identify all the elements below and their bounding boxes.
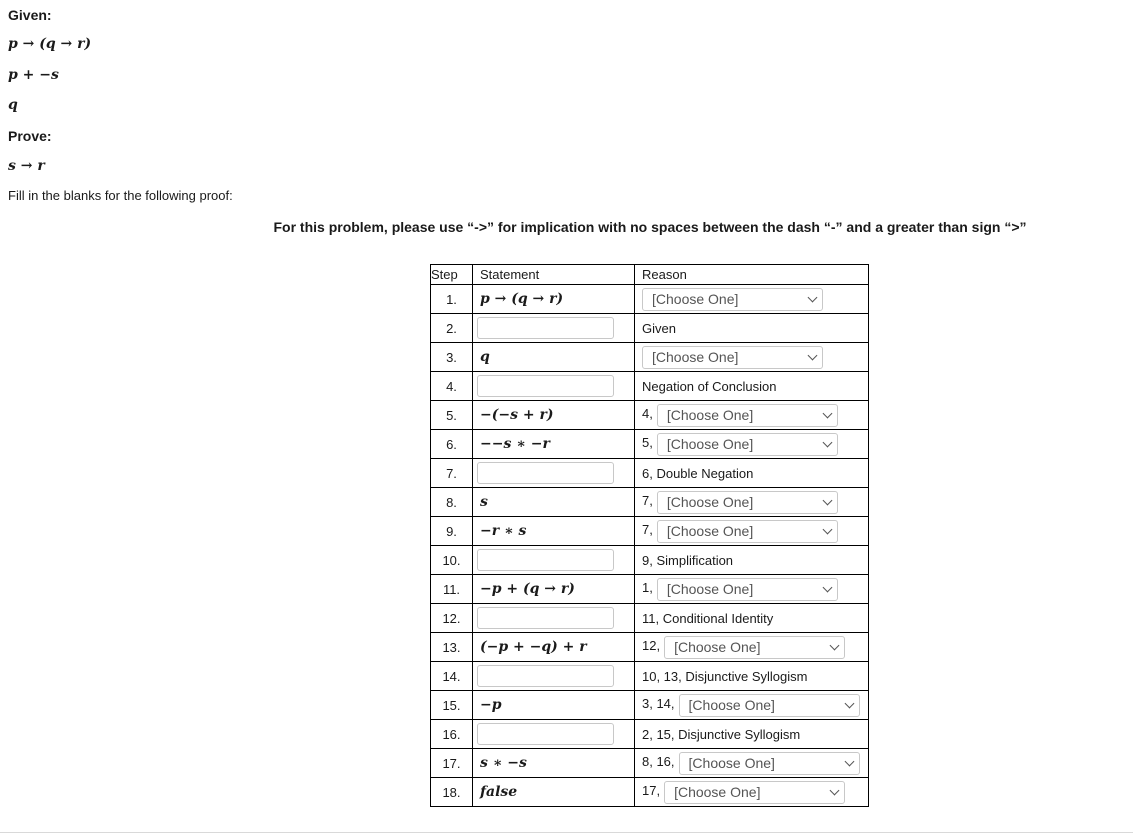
table-row [431,517,869,546]
statement-text: false [480,784,518,800]
table-row [431,430,869,459]
statement-text: s [480,494,488,510]
statement-text: (−p + −q) + r [480,639,587,655]
reason-prefix: 1, [642,580,653,596]
given-premise-3: q [8,97,18,113]
step-number: 11. [431,575,473,604]
chevron-down-icon [808,292,818,302]
reason-text: 2, 15, Disjunctive Syllogism [635,720,869,749]
step-number: 3. [431,343,473,372]
statement-text: q [480,349,490,365]
table-row [431,691,869,720]
table-row [431,343,869,372]
reason-select[interactable] [657,520,838,543]
step-number: 4. [431,372,473,401]
statement-text: −−s ∗ −r [480,436,550,452]
reason-prefix: 17, [642,783,661,799]
chevron-down-icon [822,524,832,534]
table-row [431,372,869,401]
statement-text: s ∗ −s [480,755,527,771]
reason-prefix: 3, 14, [642,696,675,712]
statement-input[interactable] [477,462,614,484]
given-premise-1: p → (q → r) [8,36,92,52]
reason-select[interactable] [642,346,823,369]
step-number: 2. [431,314,473,343]
table-row [431,401,869,430]
table-row [431,575,869,604]
reason-select[interactable] [664,781,845,804]
reason-select[interactable] [657,578,838,601]
reason-select[interactable] [664,636,845,659]
step-number: 9. [431,517,473,546]
reason-header: Reason [635,265,869,285]
reason-select-value: [Choose One] [674,639,761,655]
table-row [431,488,869,517]
table-row [431,633,869,662]
table-row [431,459,869,488]
reason-select[interactable] [642,288,823,311]
prove-goal: s → r [8,158,45,174]
step-number: 17. [431,749,473,778]
statement-input[interactable] [477,375,614,397]
step-header: Step [431,265,473,285]
reason-select[interactable] [679,694,860,717]
chevron-down-icon [822,408,832,418]
table-row [431,662,869,691]
reason-prefix: 5, [642,435,653,451]
reason-select[interactable] [657,433,838,456]
reason-select-value: [Choose One] [666,436,754,452]
proof-table [430,264,869,807]
step-number: 6. [431,430,473,459]
statement-input[interactable] [477,607,614,629]
statement-input[interactable] [477,317,614,339]
statement-text: −p [480,697,502,713]
step-number: 12. [431,604,473,633]
reason-select[interactable] [657,491,838,514]
reason-text: Given [635,314,869,343]
step-number: 16. [431,720,473,749]
step-number: 18. [431,778,473,807]
statement-input[interactable] [477,665,614,687]
reason-select-value: [Choose One] [666,581,754,597]
page-divider [0,832,1133,833]
step-number: 15. [431,691,473,720]
chevron-down-icon [844,698,854,708]
table-header-row [431,265,869,285]
table-row [431,749,869,778]
reason-prefix: 7, [642,522,653,538]
reason-select-value: [Choose One] [688,697,775,713]
reason-select-value: [Choose One] [652,349,739,365]
reason-prefix: 4, [642,406,653,422]
table-row [431,604,869,633]
implication-note: For this problem, please use “->” for implication with no spaces between the dash “-” and a greater than sign “>” [273,219,1027,235]
statement-text: −p + (q → r) [480,581,575,597]
chevron-down-icon [822,437,832,447]
step-number: 5. [431,401,473,430]
reason-text: Negation of Conclusion [635,372,869,401]
chevron-down-icon [808,350,818,360]
reason-prefix: 7, [642,493,653,509]
table-row [431,285,869,314]
statement-input[interactable] [477,723,614,745]
reason-select-value: [Choose One] [674,784,761,800]
reason-select-value: [Choose One] [666,407,754,423]
statement-header: Statement [473,265,635,285]
reason-select-value: [Choose One] [688,755,775,771]
reason-select-value: [Choose One] [652,291,739,307]
statement-text: −r ∗ s [480,523,527,539]
instructions-text: Fill in the blanks for the following proof: [8,188,233,203]
chevron-down-icon [822,495,832,505]
table-row [431,778,869,807]
chevron-down-icon [822,582,832,592]
reason-text: 9, Simplification [635,546,869,575]
statement-input[interactable] [477,549,614,571]
reason-select-value: [Choose One] [666,494,754,510]
reason-select[interactable] [657,404,838,427]
chevron-down-icon [844,756,854,766]
table-row [431,314,869,343]
reason-text: 6, Double Negation [635,459,869,488]
chevron-down-icon [830,640,840,650]
prove-heading: Prove: [8,128,52,144]
step-number: 8. [431,488,473,517]
statement-text: −(−s + r) [480,407,554,423]
reason-select-value: [Choose One] [666,523,754,539]
statement-text: p → (q → r) [480,291,564,307]
reason-prefix: 12, [642,638,661,654]
reason-text: 11, Conditional Identity [635,604,869,633]
step-number: 7. [431,459,473,488]
step-number: 13. [431,633,473,662]
reason-select[interactable] [679,752,860,775]
table-row [431,720,869,749]
chevron-down-icon [830,785,840,795]
step-number: 1. [431,285,473,314]
step-number: 10. [431,546,473,575]
table-row [431,546,869,575]
step-number: 14. [431,662,473,691]
reason-prefix: 8, 16, [642,754,675,770]
reason-text: 10, 13, Disjunctive Syllogism [635,662,869,691]
given-heading: Given: [8,7,52,23]
given-premise-2: p + −s [8,67,59,83]
